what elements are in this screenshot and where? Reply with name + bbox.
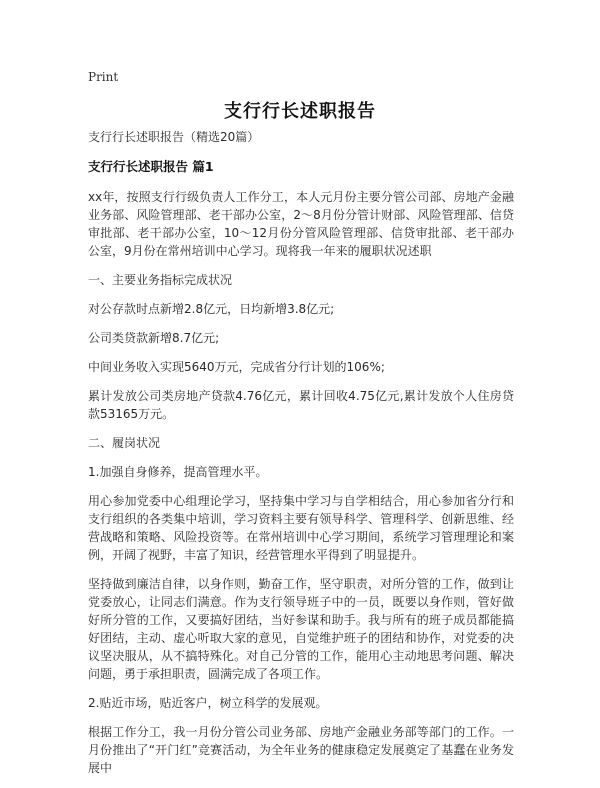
paragraph: 2.贴近市场，贴近客户，树立科学的发展观。	[88, 696, 328, 710]
paragraph: 一、主要业务指标完成状况	[88, 273, 233, 287]
paragraph: 用心参加党委中心组理论学习，坚持集中学习与自学相结合，用心参加省分行和支行组织的各类集中培训，学习资料主要有领导科学、管理科学、创新思维、经营战略和策略、风险投资等。在常州培训中心学习期间，系统学习管理理论和案例，开阔了视野，丰富了知识，经营管理水平得到了明显提升。	[88, 494, 514, 562]
paragraph: 1.加强自身修养，提高管理水平。	[88, 465, 268, 479]
print-label: Print	[88, 70, 119, 84]
paragraph: 二、履岗状况	[88, 436, 161, 450]
page-title: 支行行长述职报告	[224, 101, 376, 122]
document-body	[88, 128, 514, 788]
paragraph: 中间业务收入实现5640万元，完成省分行计划的106%;	[88, 360, 385, 374]
paragraph: 对公存款时点新增2.8亿元，日均新增3.8亿元;	[88, 302, 335, 316]
paragraph: 坚持做到廉洁自律，以身作则，勤奋工作，坚守职责，对所分管的工作，做到让党委放心，让同志们满意。作为支行领导班子中的一员，既要以身作则，管好做好所分管的工作，又要搞好团结，当好参谋和助手。我与所有的班子成员都能搞好团结，主动、虚心听取大家的意见，自觉维护班子的团结和协作，对党委的决议坚决服从，从不搞特殊化。对自己分管的工作，能用心主动地思考问题、解决问题，勇于承担职责，圆满完成了各项工作。	[88, 577, 514, 681]
document-subtitle: 支行行长述职报告（精选20篇）	[88, 130, 260, 144]
section-heading: 支行行长述职报告 篇1	[88, 159, 214, 174]
paragraph: 累计发放公司类房地产贷款4.76亿元，累计回收4.75亿元,累计发放个人住房贷款53165万元。	[88, 389, 514, 421]
paragraph: xx年，按照支行行级负责人工作分工，本人元月份主要分管公司部、房地产金融业务部、风险管理部、老干部办公室，2～8月份分管计财部、风险管理部、信贷审批部、老干部办公室，10～12月份分管风险管理部、信贷审批部、老干部办公室，9月份在常州培训中心学习。现将我一年来的履职状况述职	[88, 190, 514, 258]
paragraph: 根据工作分工，我一月份分管公司业务部、房地产金融业务部等部门的工作。一月份推出了“开门红”竞赛活动，为全年业务的健康稳定发展奠定了基蠢在业务发展中	[88, 725, 514, 775]
paragraph: 公司类贷款新增8.7亿元;	[88, 331, 220, 345]
